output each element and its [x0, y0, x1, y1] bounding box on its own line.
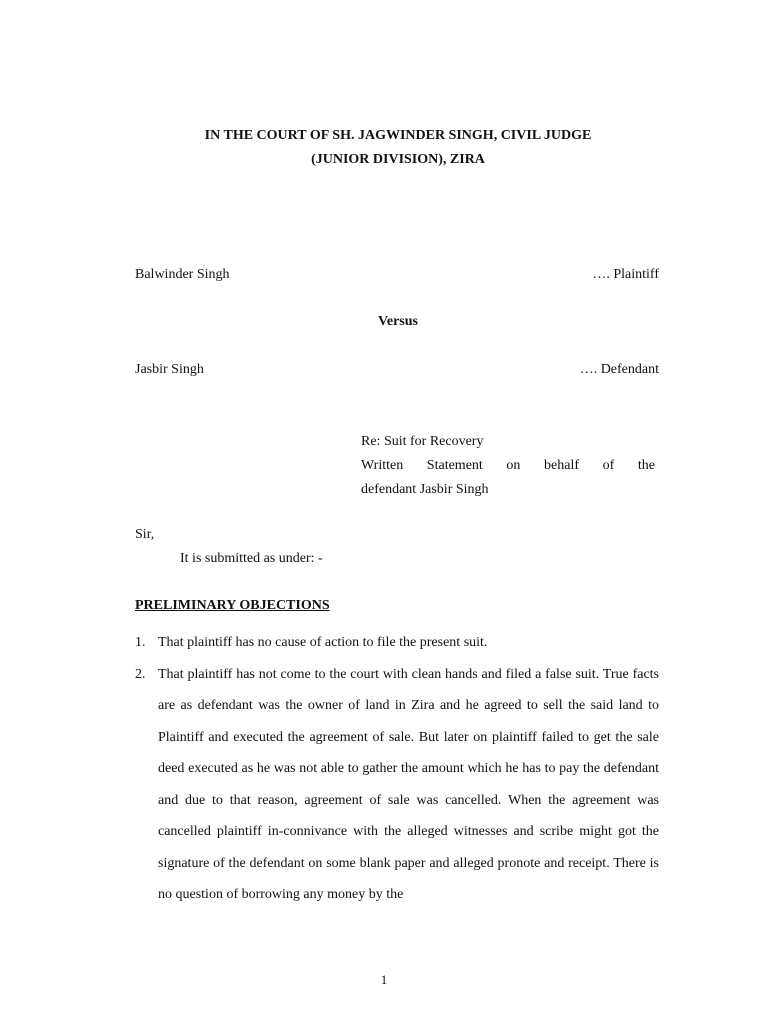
subject-block: [361, 430, 655, 502]
salutation: Sir,: [135, 527, 155, 542]
objections-list: [135, 627, 659, 911]
versus-label: Versus: [378, 314, 418, 329]
court-title: [100, 124, 696, 172]
subject-line-3: defendant Jasbir Singh: [361, 482, 489, 497]
list-item-number: 2.: [135, 666, 146, 682]
defendant-role: …. Defendant: [579, 362, 659, 377]
court-title-line-2: (JUNIOR DIVISION), ZIRA: [311, 152, 485, 167]
list-item: [135, 627, 659, 659]
section-heading: PRELIMINARY OBJECTIONS: [135, 598, 330, 613]
page-number: 1: [380, 972, 388, 987]
list-item-number: 1.: [135, 635, 146, 650]
list-item: [135, 659, 659, 911]
court-title-line-1: IN THE COURT OF SH. JAGWINDER SINGH, CIVIL JUDGE: [204, 128, 592, 143]
defendant-line: [135, 361, 659, 379]
subject-line-2: Written Statement on behalf of the: [361, 458, 655, 473]
plaintiff-line: [135, 266, 659, 284]
defendant-name: Jasbir Singh: [135, 362, 204, 377]
plaintiff-name: Balwinder Singh: [135, 267, 230, 282]
list-item-text: That plaintiff has no cause of action to file the present suit.: [158, 635, 488, 650]
intro-text: It is submitted as under: -: [180, 551, 323, 566]
plaintiff-role: …. Plaintiff: [592, 267, 659, 282]
subject-line-1: Re: Suit for Recovery: [361, 434, 484, 449]
list-item-text: That plaintiff has not come to the court with clean hands and filed a false suit. True facts are as defendant was the owner of land in Zira and he agreed to sell the said land to Plaintiff and executed the agreement of sale. But later on plaintiff failed to get the sale deed executed as he was not able to gather the amount which he has to pay the defendant and due to that reason, agreement of sale was cancelled. When the agreement was cancelled plaintiff in-connivance with the alleged witnesses and scribe might got the signature of the defendant on some blank paper and alleged pronote and receipt. There is no question of borrowing any money by the: [158, 666, 659, 902]
